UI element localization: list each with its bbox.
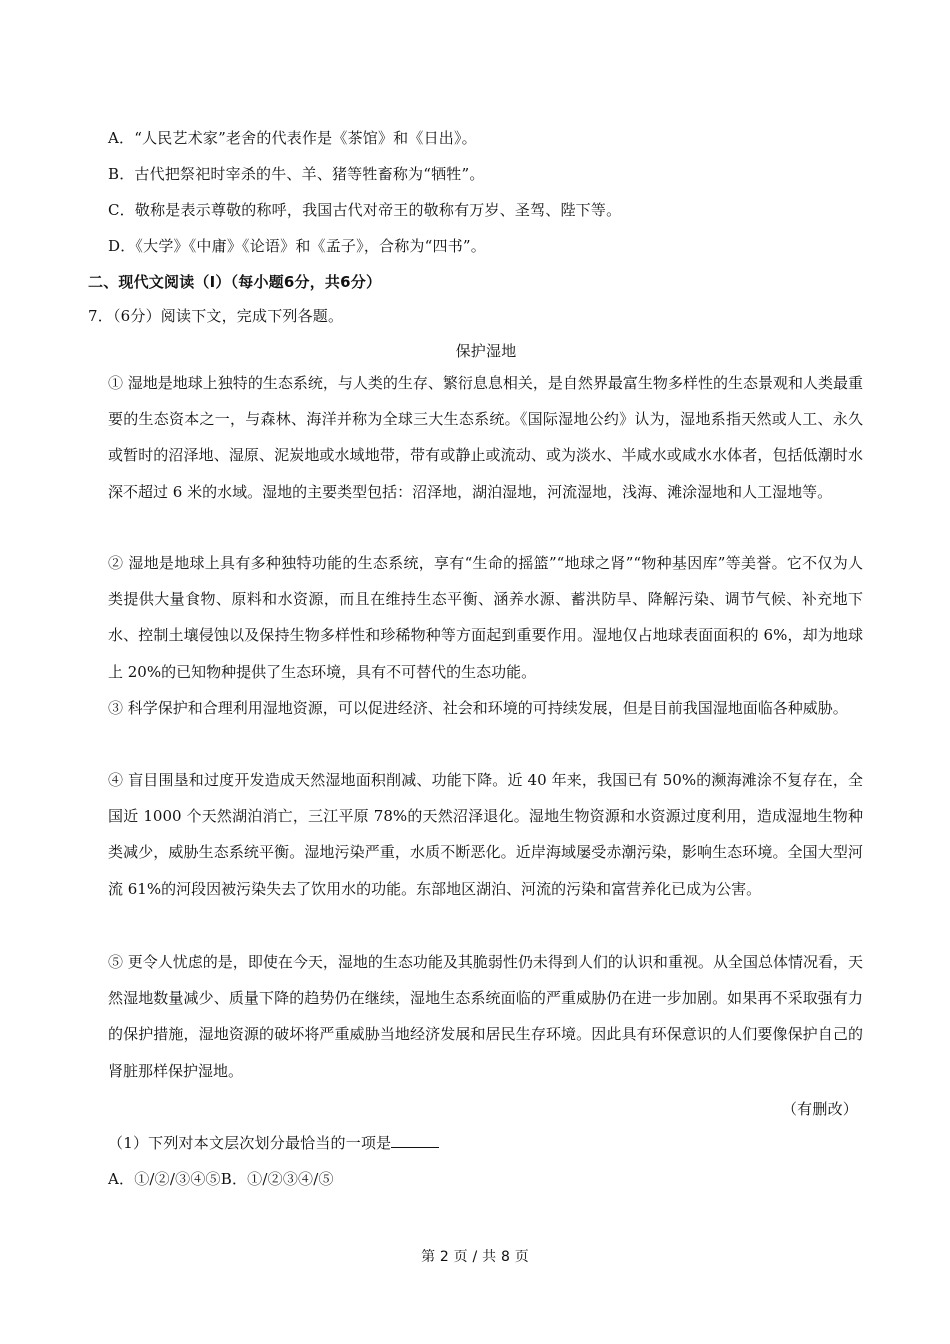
option-c: C．敬称是表示尊敬的称呼，我国古代对帝王的敬称有万岁、圣驾、陛下等。 [108, 201, 622, 219]
answer-blank [391, 1133, 439, 1148]
subquestion-text: （1）下列对本文层次划分最恰当的一项是 [108, 1134, 392, 1152]
paragraph-3: ③ 科学保护和合理利用湿地资源，可以促进经济、社会和环境的可持续发展，但是目前我国湿地面临各种威胁。 [108, 699, 848, 717]
subquestion-options: A．①/②/③④⑤B．①/②③④/⑤ [108, 1170, 334, 1188]
source-note: （有删改） [781, 1100, 858, 1118]
paragraph-2: ② 湿地是地球上具有多种独特功能的生态系统，享有“生命的摇篮”“地球之肾”“物种基因库”等美誉。它不仅为人类提供大量食物、原料和水资源，而且在维持生态平衡、涵养水源、蓄洪防旱、降解污染、调节气候、补充地下水、控制土壤侵蚀以及保持生物多样性和珍稀物种等方面起到重要作用。湿地仅占地球表面面积的 6%，却为地球上 20%的已知物种提供了生态环境，具有不可替代的生态功能。 [108, 554, 863, 681]
option-a: A．“人民艺术家”老舍的代表作是《茶馆》和《日出》。 [108, 129, 477, 147]
section-heading: 二、现代文阅读（I）（每小题6分，共6分） [88, 273, 382, 291]
subquestion-1 [108, 1132, 439, 1153]
paragraph-5: ⑤ 更令人忧虑的是，即使在今天，湿地的生态功能及其脆弱性仍未得到人们的认识和重视。从全国总体情况看，天然湿地数量减少、质量下降的趋势仍在继续，湿地生态系统面临的严重威胁仍在进一步加剧。如果再不采取强有力的保护措施，湿地资源的破坏将严重威胁当地经济发展和居民生存环境。因此具有环保意识的人们要像保护自己的肾脏那样保护湿地。 [108, 953, 863, 1080]
paragraph-1: ① 湿地是地球上独特的生态系统，与人类的生存、繁衍息息相关，是自然界最富生物多样性的生态景观和人类最重要的生态资本之一，与森林、海洋并称为全球三大生态系统。《国际湿地公约》认为，湿地系指天然或人工、永久或暂时的沼泽地、湿原、泥炭地或水域地带，带有或静止或流动、或为淡水、半咸水或咸水水体者，包括低潮时水深不超过 6 米的水域。湿地的主要类型包括：沼泽地，湖泊湿地，河流湿地，浅海、滩涂湿地和人工湿地等。 [108, 374, 863, 501]
article-title: 保护湿地 [455, 342, 517, 360]
option-d: D．《大学》《中庸》《论语》和《孟子》，合称为“四书”。 [108, 237, 486, 255]
option-b: B．古代把祭祀时宰杀的牛、羊、猪等牲畜称为“牺牲”。 [108, 165, 485, 183]
page-footer: 第 2 页 / 共 8 页 [421, 1249, 529, 1265]
paragraph-4: ④ 盲目围垦和过度开发造成天然湿地面积削减、功能下降。近 40 年来，我国已有 50%的濒海滩涂不复存在，全国近 1000 个天然湖泊消亡，三江平原 78%的天然沼泽退化。湿地生物资源和水资源过度利用，造成湿地生物种类减少，威胁生态系统平衡。湿地污染严重，水质不断恶化。近岸海域屡受赤潮污染，影响生态环境。全国大型河流 61%的河段因被污染失去了饮用水的功能。东部地区湖泊、河流的污染和富营养化已成为公害。 [108, 771, 863, 898]
question-intro: 7．（6分）阅读下文，完成下列各题。 [88, 307, 344, 325]
